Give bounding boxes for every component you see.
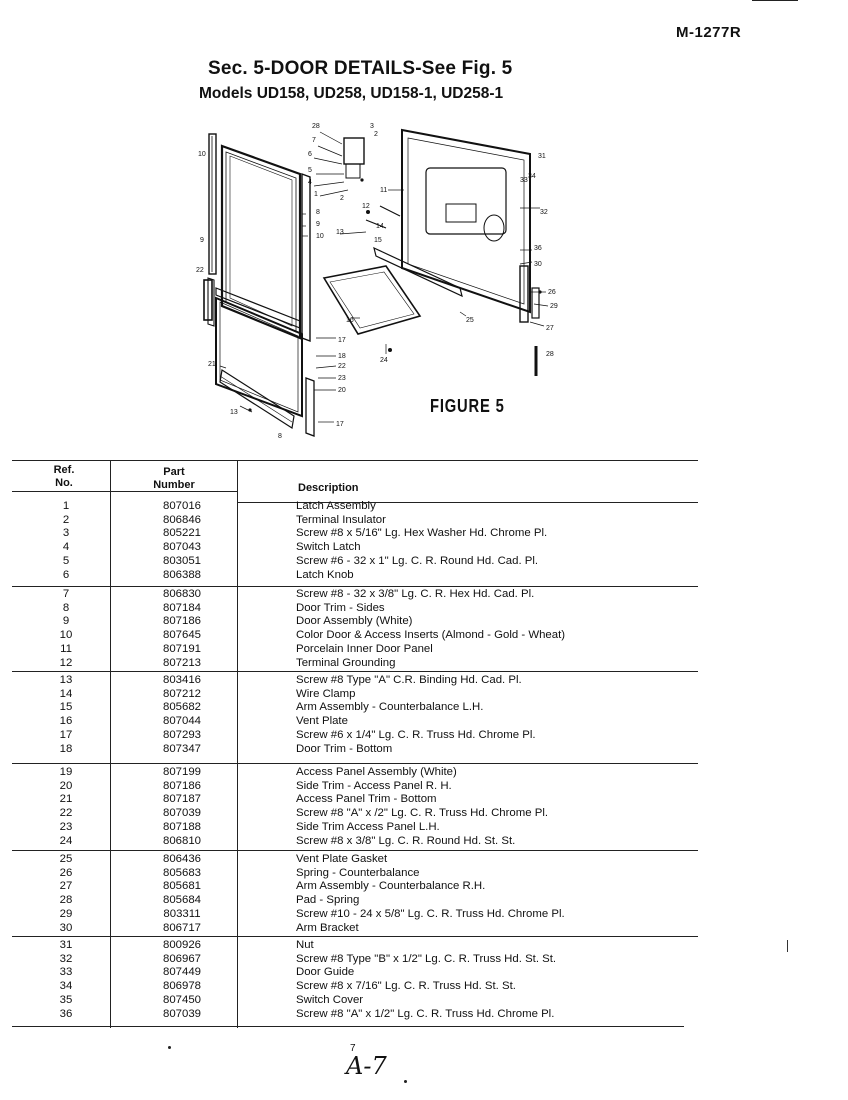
svg-text:23: 23 [338, 375, 346, 382]
table-row [12, 853, 698, 867]
ref-number: 7 [62, 588, 70, 600]
part-number: 806967 [162, 952, 201, 965]
table-row [12, 880, 698, 894]
part-number: 807212 [162, 687, 201, 700]
table-row [12, 966, 698, 980]
part-description: Screw #8 "A" x 1/2" Lg. C. R. Truss Hd. Chrome Pl. [296, 1007, 555, 1020]
door-insert-panel [230, 156, 292, 326]
part-description: Nut [296, 939, 314, 951]
part-number: 807039 [162, 807, 201, 820]
header-ref-line1: Ref. [53, 464, 75, 476]
part-number: 807347 [162, 742, 201, 755]
part-description: Door Trim - Sides [296, 601, 385, 614]
part-description: Screw #6 x 1/4" Lg. C. R. Truss Hd. Chrome Pl. [296, 728, 536, 741]
part-number: 806717 [162, 921, 201, 934]
header-part-line2: Number [153, 479, 195, 491]
header-ref [42, 464, 86, 490]
part-description: Wire Clamp [296, 687, 356, 700]
part-description: Access Panel Trim - Bottom [296, 793, 437, 806]
part-description: Side Trim - Access Panel R. H. [296, 779, 452, 792]
svg-text:24: 24 [380, 357, 388, 364]
part-number: 807186 [162, 779, 201, 792]
ref-number: 35 [59, 993, 73, 1006]
svg-text:14: 14 [376, 223, 384, 230]
table-row [12, 701, 698, 715]
table-row [12, 674, 698, 688]
part-number: 807293 [162, 728, 201, 741]
part-number: 806830 [162, 588, 201, 600]
door-side-trim-right [302, 174, 310, 341]
part-description: Screw #8 Type "B" x 1/2" Lg. C. R. Truss Hd. St. St. [296, 952, 557, 965]
table-row [12, 867, 698, 881]
part-description: Terminal Insulator [296, 513, 386, 526]
part-description: Screw #8 "A" x /2" Lg. C. R. Truss Hd. Chrome Pl. [296, 807, 549, 820]
part-description: Screw #8 x 5/16" Lg. Hex Washer Hd. Chrome Pl. [296, 527, 548, 540]
vent-plate [324, 266, 420, 334]
detergent-dispenser [426, 168, 506, 234]
part-number: 803311 [163, 907, 201, 920]
part-description: Screw #8 - 32 x 3/8" Lg. C. R. Hex Hd. Cad. Pl. [296, 588, 535, 600]
ref-number: 33 [59, 966, 73, 979]
part-number: 807039 [162, 1007, 201, 1020]
svg-text:7: 7 [312, 137, 316, 144]
arm-bracket [532, 288, 539, 318]
stray-mark [404, 1080, 407, 1083]
header-ref-line2: No. [55, 477, 73, 489]
table-row [12, 908, 698, 922]
table-row [12, 602, 698, 616]
ref-number: 1 [62, 500, 70, 512]
ref-number: 13 [59, 674, 73, 686]
part-number: 807191 [162, 642, 201, 655]
svg-text:15: 15 [374, 237, 382, 244]
table-row [12, 643, 698, 657]
svg-text:1: 1 [314, 191, 318, 198]
latch-assembly [344, 138, 364, 164]
part-number: 805684 [162, 894, 201, 907]
table-row [12, 780, 698, 794]
table-row [12, 939, 698, 953]
svg-text:29: 29 [550, 303, 558, 310]
group-rule-4 [12, 850, 698, 851]
svg-text:18: 18 [338, 353, 346, 360]
ref-number: 22 [59, 807, 73, 820]
part-description: Screw #10 - 24 x 5/8" Lg. C. R. Truss Hd. Chrome Pl. [296, 907, 565, 920]
part-number: 805681 [162, 880, 201, 893]
table-row [12, 588, 698, 602]
table-row [12, 835, 698, 849]
ref-number: 3 [62, 527, 70, 540]
ref-number: 31 [59, 939, 73, 951]
table-row [12, 766, 698, 780]
svg-text:30: 30 [534, 261, 542, 268]
svg-text:17: 17 [336, 421, 344, 428]
table-row [12, 729, 698, 743]
svg-text:13: 13 [336, 229, 344, 236]
table-row [12, 922, 698, 936]
ref-number: 11 [60, 642, 72, 655]
part-description: Latch Assembly [296, 500, 376, 512]
ref-number: 8 [62, 601, 70, 614]
svg-text:20: 20 [338, 387, 346, 394]
table-row [12, 514, 698, 528]
part-description: Door Guide [296, 966, 355, 979]
table-row [12, 894, 698, 908]
ref-number: 24 [59, 834, 73, 847]
part-number: 807199 [162, 766, 201, 778]
svg-text:32: 32 [540, 209, 548, 216]
part-description: Porcelain Inner Door Panel [296, 642, 433, 655]
part-number: 805682 [162, 701, 201, 714]
part-number: 807188 [162, 820, 201, 833]
ref-number: 9 [62, 615, 70, 628]
svg-text:34: 34 [528, 173, 536, 180]
ref-number: 27 [59, 880, 73, 893]
part-description: Switch Latch [296, 541, 361, 554]
page-number: 7 [350, 1043, 356, 1054]
ref-number: 36 [59, 1007, 73, 1020]
part-number: 807450 [162, 993, 201, 1006]
part-number: 803416 [162, 674, 201, 686]
part-description: Arm Assembly - Counterbalance L.H. [296, 701, 484, 714]
svg-text:11: 11 [380, 187, 388, 194]
section-title: Sec. 5-DOOR DETAILS-See Fig. 5 [208, 58, 513, 79]
ref-number: 32 [59, 952, 73, 965]
ref-number: 10 [59, 629, 73, 642]
svg-text:12: 12 [362, 203, 370, 210]
table-row [12, 500, 698, 514]
part-description: Screw #8 x 3/8" Lg. C. R. Round Hd. St. St. [296, 834, 516, 847]
part-number: 806810 [162, 834, 201, 847]
part-description: Screw #8 Type "A" C.R. Binding Hd. Cad. Pl. [296, 674, 522, 686]
part-number: 806388 [162, 568, 201, 581]
part-description: Arm Bracket [296, 921, 359, 934]
access-panel-assembly [216, 298, 302, 416]
part-number: 800926 [162, 939, 201, 951]
svg-text:6: 6 [308, 151, 312, 158]
svg-text:9: 9 [316, 221, 320, 228]
svg-text:31: 31 [538, 153, 546, 160]
svg-text:16: 16 [346, 317, 354, 324]
svg-text:28: 28 [546, 351, 554, 358]
models-subtitle: Models UD158, UD258, UD158-1, UD258-1 [199, 85, 504, 102]
ref-number: 2 [62, 513, 70, 526]
part-description: Vent Plate [296, 715, 348, 728]
part-description: Arm Assembly - Counterbalance R.H. [296, 880, 486, 893]
handwritten-page-label: A-7 [346, 1052, 387, 1080]
table-row [12, 980, 698, 994]
part-number: 807187 [162, 793, 201, 806]
access-side-trim-lh [208, 278, 214, 326]
svg-text:8: 8 [316, 209, 320, 216]
ref-number: 23 [59, 820, 73, 833]
table-row [12, 715, 698, 729]
table-row [12, 807, 698, 821]
group-rule-2 [12, 671, 698, 672]
ref-number: 14 [59, 687, 73, 700]
ref-number: 30 [59, 921, 73, 934]
svg-text:2: 2 [374, 131, 378, 138]
svg-text:3: 3 [370, 123, 374, 130]
part-description: Latch Knob [296, 568, 354, 581]
table-top-rule [12, 460, 698, 461]
table-row [12, 555, 698, 569]
ref-number: 19 [59, 766, 73, 778]
header-description: Description [298, 482, 359, 494]
part-number: 805221 [162, 527, 201, 540]
svg-text:36: 36 [534, 245, 542, 252]
door-side-trim-left [209, 134, 216, 274]
table-row [12, 743, 698, 757]
table-row [12, 1008, 698, 1022]
svg-text:17: 17 [338, 337, 346, 344]
svg-text:21: 21 [208, 361, 216, 368]
part-description: Color Door & Access Inserts (Almond - Gold - Wheat) [296, 629, 566, 642]
part-number: 806978 [162, 980, 201, 993]
stray-mark [168, 1046, 171, 1049]
ref-number: 25 [59, 853, 73, 865]
part-number: 807213 [162, 656, 201, 669]
part-description: Pad - Spring [296, 894, 360, 907]
table-row [12, 569, 698, 583]
part-number: 807186 [162, 615, 201, 628]
table-row [12, 615, 698, 629]
part-description: Screw #8 x 7/16" Lg. C. R. Truss Hd. St. St. [296, 980, 516, 993]
ref-number: 6 [62, 568, 70, 581]
header-part-line1: Part [163, 466, 185, 478]
group-rule-1 [12, 586, 698, 587]
svg-text:22: 22 [338, 363, 346, 370]
part-description: Side Trim Access Panel L.H. [296, 820, 440, 833]
ref-number: 28 [59, 894, 73, 907]
svg-text:26: 26 [548, 289, 556, 296]
table-row [12, 541, 698, 555]
part-number: 803051 [162, 554, 201, 567]
svg-text:9: 9 [200, 237, 204, 244]
part-description: Switch Cover [296, 993, 364, 1006]
corner-rule [752, 0, 798, 1]
group-rule-3 [12, 763, 698, 764]
table-bottom-rule [12, 1026, 684, 1027]
svg-text:10: 10 [198, 151, 206, 158]
ref-number: 34 [59, 980, 73, 993]
figure-caption: FIGURE 5 [430, 396, 505, 416]
table-row [12, 657, 698, 671]
ref-number: 12 [59, 656, 73, 669]
svg-text:28: 28 [312, 123, 320, 130]
part-number: 807449 [162, 966, 201, 979]
part-number: 805683 [162, 866, 201, 879]
table-row [12, 629, 698, 643]
header-part [136, 466, 212, 492]
ref-number: 26 [59, 866, 73, 879]
part-number: 807184 [162, 601, 201, 614]
door-exploded-diagram [190, 116, 570, 446]
part-number: 806436 [162, 853, 201, 865]
part-description: Vent Plate Gasket [296, 853, 388, 865]
part-description: Access Panel Assembly (White) [296, 766, 457, 778]
ref-number: 16 [59, 715, 73, 728]
access-side-trim-rh [306, 378, 314, 436]
part-number: 807043 [162, 541, 201, 554]
ref-number: 18 [59, 742, 73, 755]
ref-number: 21 [59, 793, 73, 806]
part-number: 807044 [162, 715, 201, 728]
ref-number: 17 [59, 728, 73, 741]
table-row [12, 793, 698, 807]
table-row [12, 821, 698, 835]
document-id: M-1277R [676, 24, 742, 41]
table-row [12, 953, 698, 967]
svg-text:25: 25 [466, 317, 474, 324]
svg-text:13: 13 [230, 409, 238, 416]
table-row [12, 688, 698, 702]
part-number: 806846 [162, 513, 201, 526]
svg-text:22: 22 [196, 267, 204, 274]
part-description: Screw #6 - 32 x 1" Lg. C. R. Round Hd. Cad. Pl. [296, 554, 539, 567]
group-rule-5 [12, 936, 698, 937]
ref-number: 5 [62, 554, 70, 567]
part-description: Door Trim - Bottom [296, 742, 393, 755]
part-number: 807645 [162, 629, 201, 642]
svg-text:4: 4 [308, 179, 312, 186]
table-row [12, 527, 698, 541]
part-description: Spring - Counterbalance [296, 866, 420, 879]
ref-number: 29 [59, 907, 73, 920]
parts-table [12, 460, 698, 1035]
margin-mark [787, 940, 788, 952]
svg-text:8: 8 [278, 433, 282, 440]
svg-text:33: 33 [520, 177, 528, 184]
svg-text:10: 10 [316, 233, 324, 240]
ref-number: 4 [62, 541, 70, 554]
vent-plate-gasket [374, 248, 462, 296]
part-description: Terminal Grounding [296, 656, 396, 669]
table-row [12, 994, 698, 1008]
svg-text:5: 5 [308, 167, 312, 174]
part-number: 807016 [162, 500, 201, 512]
svg-text:2: 2 [340, 195, 344, 202]
ref-number: 20 [59, 779, 73, 792]
svg-text:27: 27 [546, 325, 554, 332]
ref-number: 15 [59, 701, 73, 714]
part-description: Door Assembly (White) [296, 615, 413, 628]
